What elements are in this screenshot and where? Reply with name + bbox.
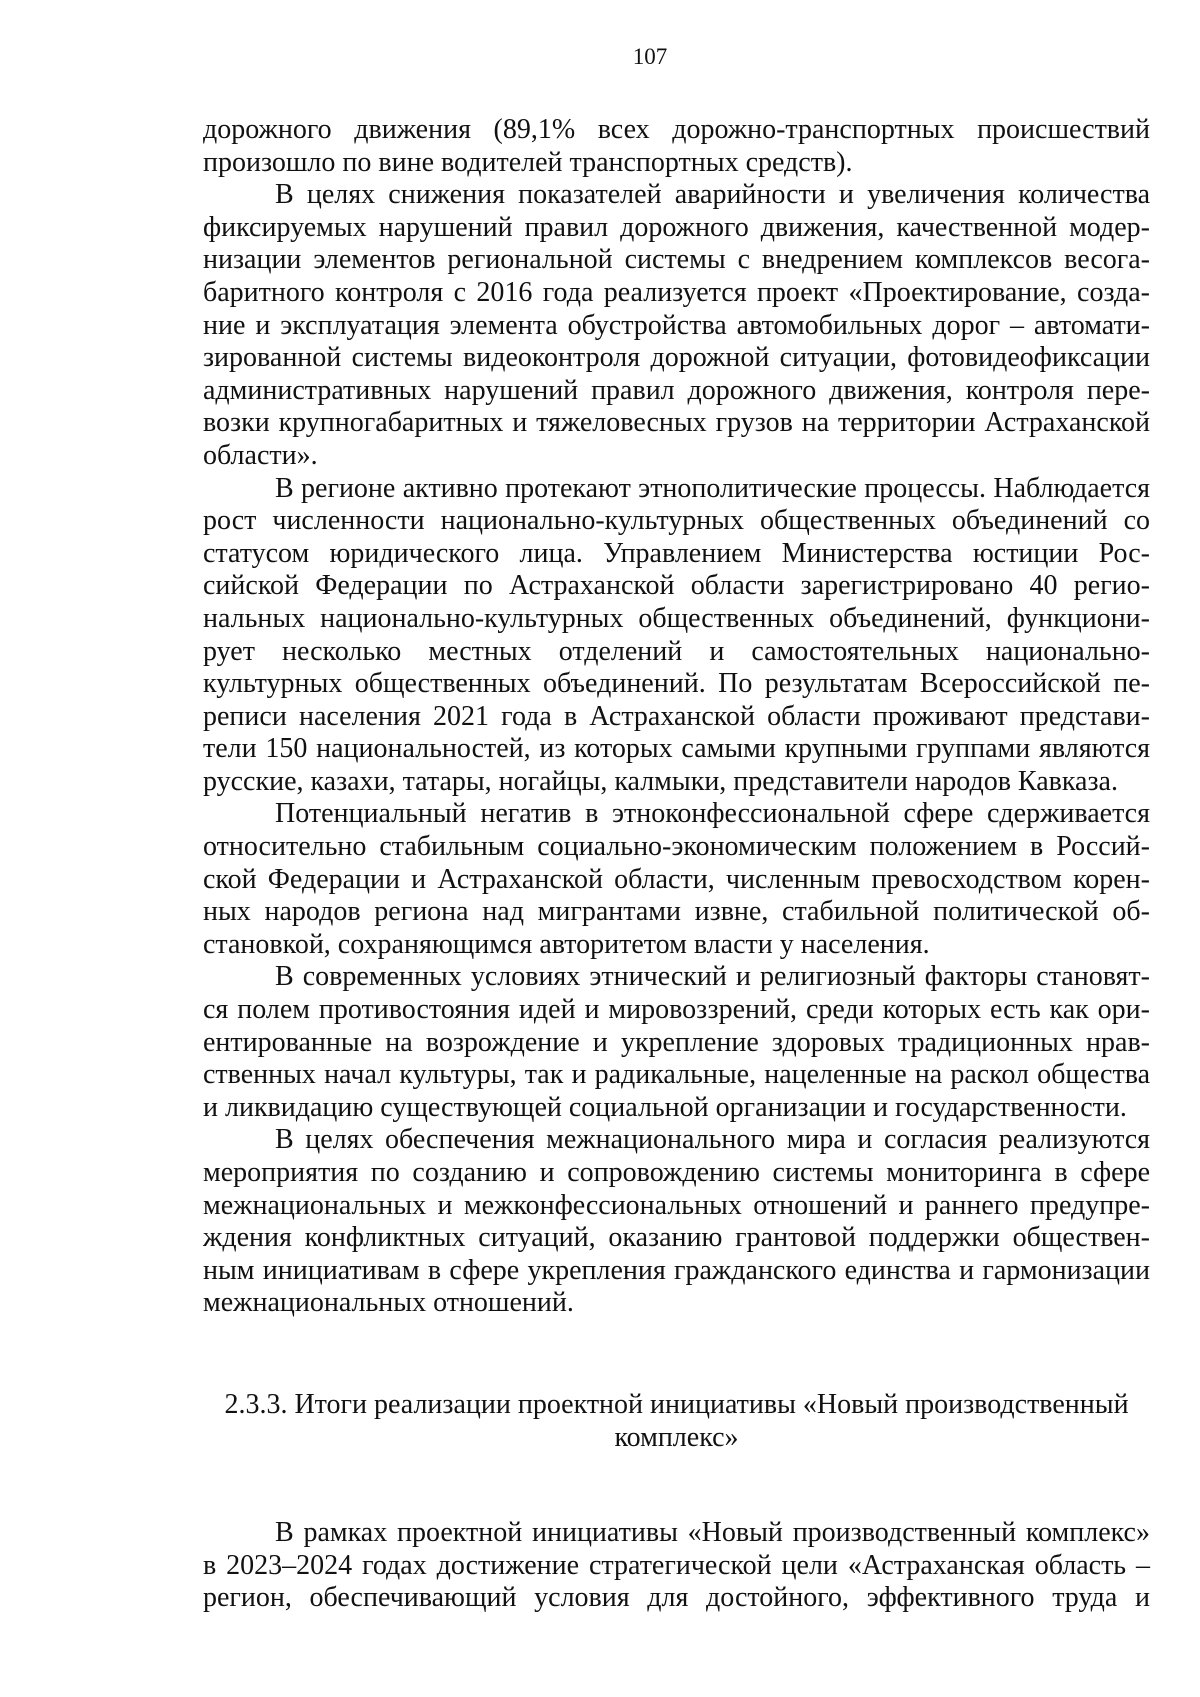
paragraph: дорожного движения (89,1% всех дорожно-транспортных происшествий произошло по вине водителей транспортных средств). [203, 114, 1150, 178]
section-heading-line-1: 2.3.3. Итоги реализации проектной инициативы «Новый производственный [224, 1389, 1129, 1420]
section-heading-line-2: комплекс» [614, 1422, 739, 1453]
body-text [203, 114, 1150, 1320]
body-text-continued [203, 1517, 1150, 1615]
page-number: 107 [632, 44, 668, 69]
paragraph: В целях снижения показателей аварийности и увеличения количества фиксируемых нарушений правил дорожного движения, качественной модернизации элементов региональной системы с внедрением комплексов весогабаритного контроля с 2016 года реализуется проект «Проектирование, создание и эксплуатация элемента обустройства автомобильных дорог – автоматизированной системы видеоконтроля дорожной ситуации, фотовидеофиксации административных нарушений правил дорожного движения, контроля перевозки крупногабаритных и тяжеловесных грузов на территории Астраханской области». [203, 179, 1150, 471]
section-heading [203, 1388, 1150, 1454]
paragraph: В целях обеспечения межнационального мира и согласия реализуются мероприятия по созданию и сопровождению системы мониторинга в сфере межнациональных и межконфессиональных отношений и раннего предупреждения конфликтных ситуаций, оказанию грантовой поддержки общественным инициативам в сфере укрепления гражданского единства и гармонизации межнациональных отношений. [203, 1124, 1150, 1319]
paragraph: В современных условиях этнический и религиозный факторы становятся полем противостояния идей и мировоззрений, среди которых есть как ориентированные на возрождение и укрепление здоровых традиционных нравственных начал культуры, так и радикальные, нацеленные на раскол общества и ликвидацию существующей социальной организации и государственности. [203, 961, 1150, 1123]
paragraph: В рамках проектной инициативы «Новый производственный комплекс» в 2023–2024 годах достижение стратегической цели «Астраханская область – регион, обеспечивающий условия для достойного, эффективного труда и [203, 1517, 1150, 1614]
paragraph: В регионе активно протекают этнополитические процессы. Наблюдается рост численности национально-культурных общественных объединений со статусом юридического лица. Управлением Министерства юстиции Российской Федерации по Астраханской области зарегистрировано 40 региональных национально-культурных общественных объединений, функционирует несколько местных отделений и самостоятельных национально-культурных общественных объединений. По результатам Всероссийской переписи населения 2021 года в Астраханской области проживают представители 150 национальностей, из которых самыми крупными группами являются русские, казахи, татары, ногайцы, калмыки, представители народов Кавказа. [203, 472, 1150, 797]
paragraph: Потенциальный негатив в этноконфессиональной сфере сдерживается относительно стабильным социально-экономическим положением в Российской Федерации и Астраханской области, численным превосходством коренных народов региона над мигрантами извне, стабильной политической обстановкой, сохраняющимся авторитетом власти у населения. [203, 798, 1150, 960]
